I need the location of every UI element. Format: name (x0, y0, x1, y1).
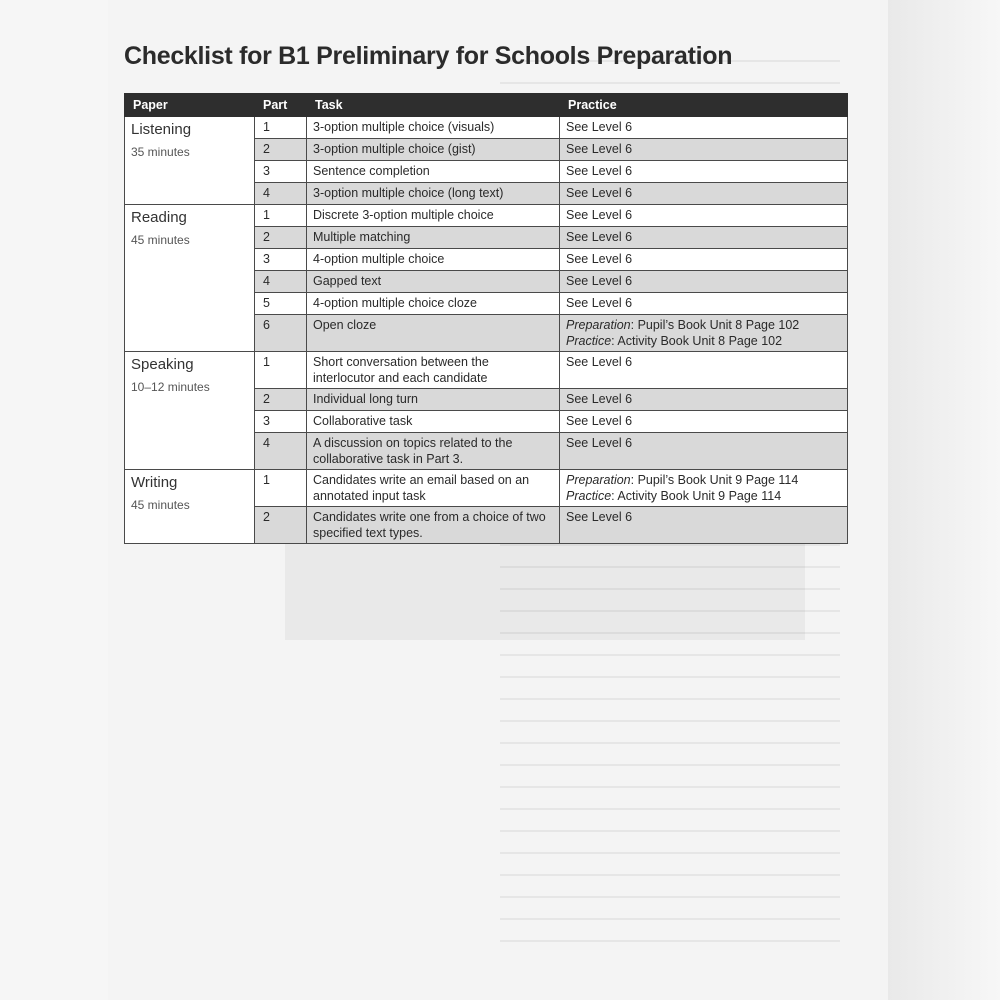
task-description: Candidates write one from a choice of two specified text types. (307, 507, 560, 544)
practice-cell: See Level 6 (560, 352, 848, 389)
part-number: 3 (255, 411, 307, 433)
task-description: A discussion on topics related to the collaborative task in Part 3. (307, 433, 560, 470)
practice-reference: : Activity Book Unit 9 Page 114 (611, 489, 782, 503)
part-number: 1 (255, 205, 307, 227)
practice-label: Practice (566, 489, 612, 503)
task-description: 3-option multiple choice (visuals) (307, 117, 560, 139)
task-description: Gapped text (307, 271, 560, 293)
practice-line (566, 317, 841, 333)
practice-cell: See Level 6 (560, 205, 848, 227)
practice-line (566, 488, 841, 504)
part-number: 3 (255, 161, 307, 183)
task-description: Short conversation between the interlocutor and each candidate (307, 352, 560, 389)
practice-cell: See Level 6 (560, 507, 848, 544)
table-row (125, 117, 848, 139)
paper-name: Writing (131, 474, 178, 491)
part-number: 2 (255, 227, 307, 249)
paper-cell-reading (125, 205, 255, 352)
practice-cell: See Level 6 (560, 117, 848, 139)
task-description: Open cloze (307, 315, 560, 352)
practice-cell: See Level 6 (560, 183, 848, 205)
page-edge (0, 0, 108, 1000)
part-number: 5 (255, 293, 307, 315)
practice-line (566, 472, 841, 488)
checklist-table (124, 93, 848, 544)
paper-cell-writing (125, 470, 255, 544)
paper-duration: 45 minutes (131, 233, 190, 247)
practice-reference: : Activity Book Unit 8 Page 102 (611, 334, 783, 348)
paper-cell-listening (125, 117, 255, 205)
practice-reference: : Pupil’s Book Unit 9 Page 114 (630, 473, 799, 487)
task-description: Multiple matching (307, 227, 560, 249)
practice-reference: : Pupil’s Book Unit 8 Page 102 (630, 318, 800, 332)
practice-cell: See Level 6 (560, 161, 848, 183)
task-description: Collaborative task (307, 411, 560, 433)
task-description: 3-option multiple choice (gist) (307, 139, 560, 161)
table-row (125, 352, 848, 389)
practice-cell: See Level 6 (560, 293, 848, 315)
page-title: Checklist for B1 Preliminary for Schools Preparation (124, 42, 733, 70)
paper-name: Speaking (131, 356, 194, 373)
task-description: Discrete 3-option multiple choice (307, 205, 560, 227)
page-gutter-shadow (888, 0, 1000, 1000)
practice-cell: See Level 6 (560, 433, 848, 470)
paper-duration: 35 minutes (131, 145, 190, 159)
practice-cell (560, 470, 848, 507)
part-number: 1 (255, 470, 307, 507)
practice-label: Practice (566, 334, 612, 348)
task-description: Sentence completion (307, 161, 560, 183)
part-number: 4 (255, 433, 307, 470)
practice-cell: See Level 6 (560, 139, 848, 161)
task-description: 4-option multiple choice (307, 249, 560, 271)
paper-cell-speaking (125, 352, 255, 470)
table-row (125, 205, 848, 227)
part-number: 2 (255, 139, 307, 161)
part-number: 2 (255, 389, 307, 411)
task-description: Candidates write an email based on an annotated input task (307, 470, 560, 507)
part-number: 1 (255, 117, 307, 139)
part-number: 4 (255, 271, 307, 293)
practice-cell: See Level 6 (560, 271, 848, 293)
practice-cell: See Level 6 (560, 249, 848, 271)
column-header-part: Part (255, 94, 307, 117)
part-number: 2 (255, 507, 307, 544)
task-description: 3-option multiple choice (long text) (307, 183, 560, 205)
paper-name: Reading (131, 209, 187, 226)
practice-line (566, 333, 841, 349)
table-row (125, 470, 848, 507)
part-number: 1 (255, 352, 307, 389)
column-header-task: Task (307, 94, 560, 117)
paper-duration: 45 minutes (131, 498, 190, 512)
paper-duration: 10–12 minutes (131, 380, 210, 394)
table-body (125, 117, 848, 544)
practice-label: Preparation (566, 318, 631, 332)
column-header-practice: Practice (560, 94, 848, 117)
part-number: 6 (255, 315, 307, 352)
practice-cell (560, 315, 848, 352)
practice-cell: See Level 6 (560, 227, 848, 249)
column-header-paper: Paper (125, 94, 255, 117)
task-description: 4-option multiple choice cloze (307, 293, 560, 315)
practice-label: Preparation (566, 473, 631, 487)
part-number: 3 (255, 249, 307, 271)
practice-cell: See Level 6 (560, 389, 848, 411)
table-header-row (125, 94, 848, 117)
part-number: 4 (255, 183, 307, 205)
paper-name: Listening (131, 121, 192, 138)
practice-cell: See Level 6 (560, 411, 848, 433)
task-description: Individual long turn (307, 389, 560, 411)
